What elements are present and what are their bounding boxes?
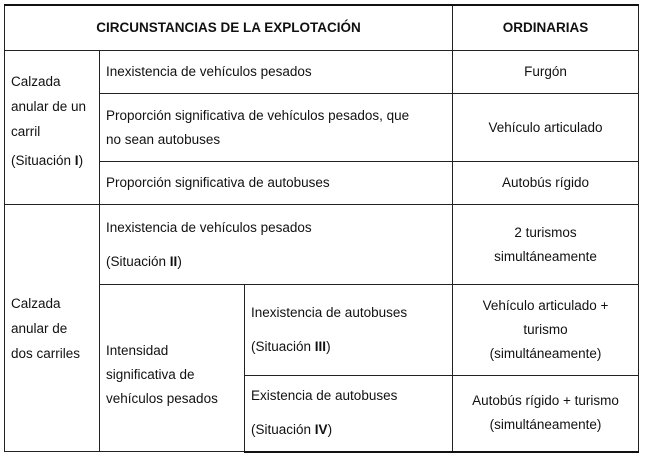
value-cell: Vehículo articulado + turismo (simultáneamente) [453,285,639,376]
header-ordinary: ORDINARIAS [453,5,639,51]
table-row [5,51,639,94]
table-row [5,94,639,162]
group-label-line: anular de un [11,99,87,114]
condition-cell: Proporción significativa de vehículos pesados, que no sean autobuses [100,94,453,162]
group-label-line: Calzada [11,295,61,311]
value-cell: Vehículo articulado [453,94,639,162]
situation-label: (Situación II) [106,253,182,269]
group-single-lane [5,51,100,205]
header-row [5,5,639,51]
header-circumstances: CIRCUNSTANCIAS DE LA EXPLOTACIÓN [5,5,453,51]
value-cell: Furgón [453,51,639,94]
group-label-line: carril [11,124,41,139]
condition-cell: Existencia de autobuses (Situación IV) [245,376,453,452]
vehicle-table [4,4,639,453]
value-cell: Autobús rígido [453,162,639,205]
condition-cell: Inexistencia de vehículos pesados [100,51,453,94]
condition-cell: Inexistencia de vehículos pesados (Situación II) [100,205,453,285]
group-double-lane [5,205,100,452]
condition-cell: Proporción significativa de autobuses [100,162,453,205]
value-cell: Autobús rígido + turismo (simultáneamente) [453,376,639,452]
situation-label: (Situación IV) [251,422,333,438]
heavy-vehicles-group: Intensidad significativa de vehículos pesados [100,285,245,452]
group-label-line: dos carriles [11,345,81,361]
value-cell: 2 turismos simultáneamente [453,205,639,285]
table-row [5,205,639,285]
group-label-line: Calzada [11,74,61,89]
group-label-line: anular de [11,320,68,336]
condition-cell: Inexistencia de autobuses (Situación III) [245,285,453,376]
situation-label: (Situación III) [251,339,331,354]
table-row [5,162,639,205]
situation-label: (Situación I) [11,153,84,168]
table-row [5,285,639,376]
vehicle-table-container [4,4,638,453]
